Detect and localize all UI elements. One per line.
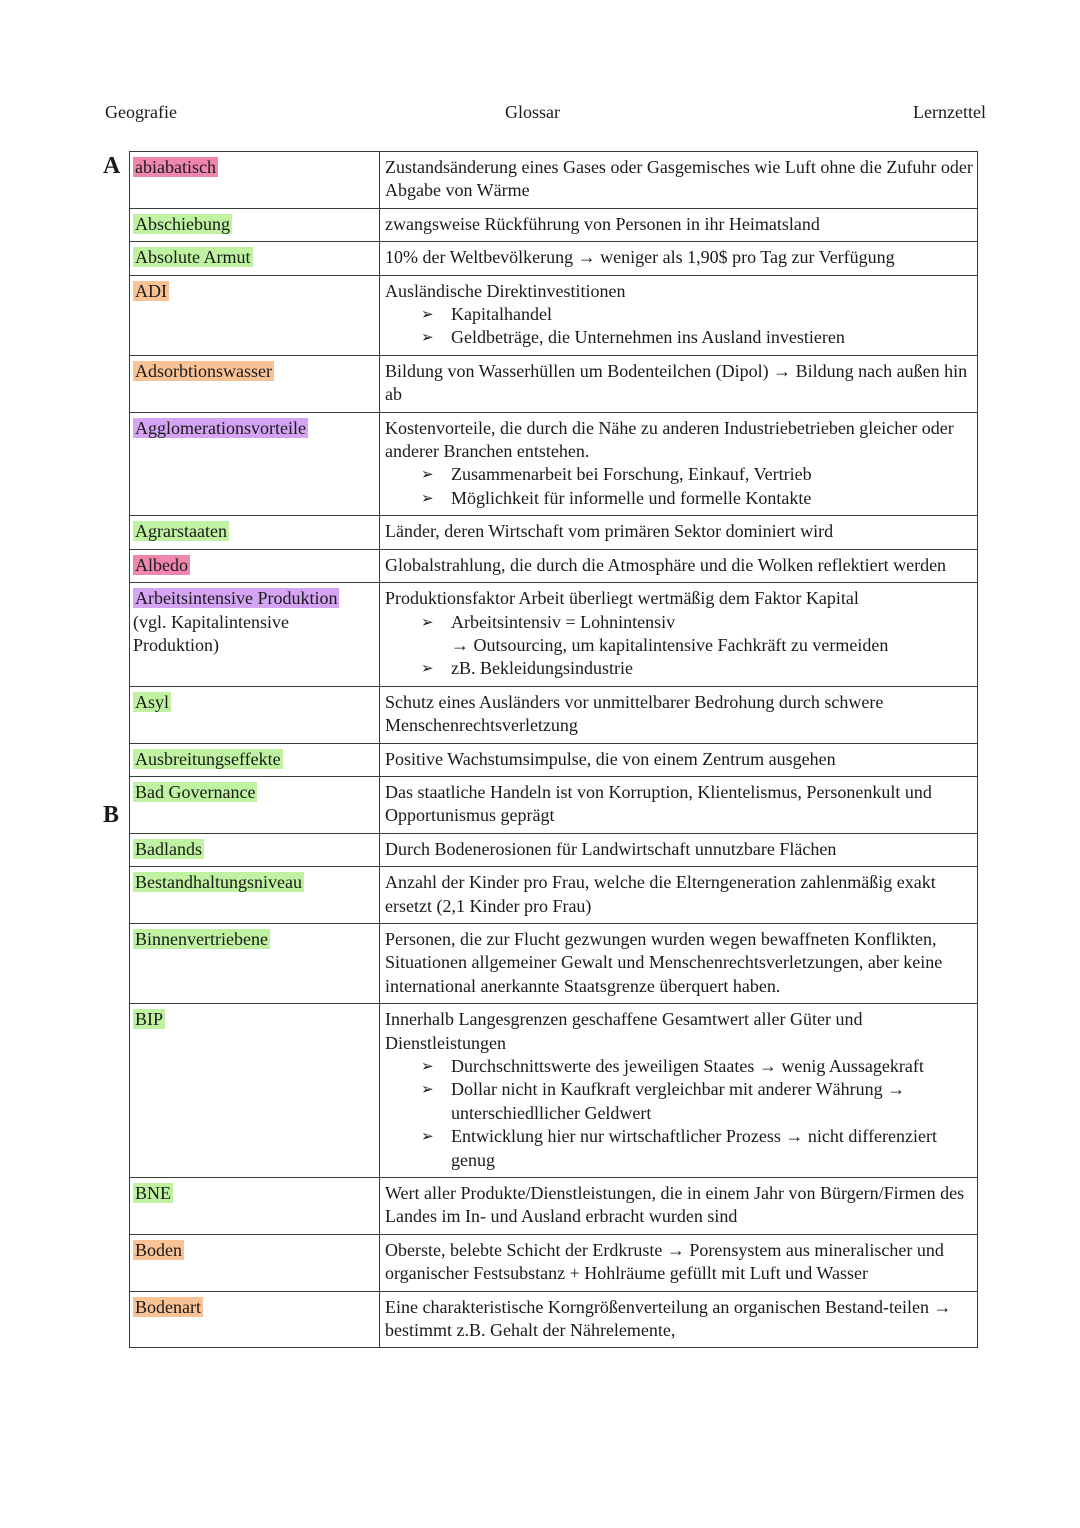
section-letter-b: B (103, 802, 120, 828)
definition: Oberste, belebte Schicht der Erdkruste → Porensystem aus mineralischer und organischer Festsubstanz + Hohlräume gefüllt mit Luft und Wasser (380, 1234, 978, 1291)
definition: Positive Wachstumsimpulse, die von einem Zentrum ausgehen (380, 743, 978, 776)
definition (380, 275, 978, 355)
definition: Schutz eines Ausländers vor unmittelbarer Bedrohung durch schwere Menschenrechtsverletzung (380, 686, 978, 743)
bullet-continuation: → Outsourcing, um kapitalintensive Fachkräft zu vermeiden (451, 634, 889, 655)
term: Albedo (135, 554, 188, 575)
term: Ausbreitungseffekte (135, 748, 281, 769)
term: abiabatisch (135, 157, 216, 177)
bullet-item: ➢ Dollar nicht in Kaufkraft vergleichbar mit anderer Währung → unterschiedllicher Geldwert (421, 1078, 973, 1125)
bullet-item: ➢ Arbeitsintensiv = Lohnintensiv (421, 611, 973, 634)
bullet-item: ➢ Durchschnittswerte des jeweiligen Staates → wenig Aussagekraft (421, 1055, 973, 1078)
term: Agrarstaaten (135, 521, 227, 542)
table-row (130, 242, 978, 275)
term: Adsorbtionswasser (135, 360, 272, 381)
term: Bad Governance (135, 781, 256, 802)
table-row (130, 1004, 978, 1178)
table-row (130, 355, 978, 412)
table-row (130, 743, 978, 776)
definition: Personen, die zur Flucht gezwungen wurden wegen bewaffneten Konflikten, Situationen allgemeiner Gewalt und Menschenrechtsverletzungen, aber keine international anerkannte Staatsgrenze überquert haben. (380, 923, 978, 1003)
table-row (130, 516, 978, 549)
term: ADI (135, 280, 167, 301)
definition-text: Kostenvorteile, die durch die Nähe zu anderen Industriebetrieben gleicher oder anderer Branchen entstehen. (385, 417, 954, 462)
table-row (130, 867, 978, 924)
header-title: Glossar (505, 102, 560, 122)
term: Abschiebung (135, 213, 230, 234)
bullet-item: ➢ Entwicklung hier nur wirtschaftlicher Prozess → nicht differenziert genug (421, 1125, 973, 1172)
table-row (130, 549, 978, 582)
definition: Länder, deren Wirtschaft vom primären Sektor dominiert wird (380, 516, 978, 549)
term: Arbeitsintensive Produktion (135, 588, 338, 609)
definition: Zustandsänderung eines Gases oder Gasgemisches wie Luft ohne die Zufuhr oder Abgabe von Wärme (380, 152, 978, 209)
glossary-table (129, 151, 978, 1348)
definition: zwangsweise Rückführung von Personen in ihr Heimatsland (380, 208, 978, 241)
definition: Bildung von Wasserhüllen um Bodenteilchen (Dipol) → Bildung nach außen hin ab (380, 355, 978, 412)
table-row (130, 776, 978, 833)
term: Bestandhaltungsniveau (135, 872, 302, 893)
definition: Wert aller Produkte/Dienstleistungen, die in einem Jahr von Bürgern/Firmen des Landes im In- und Ausland erbracht wurden sind (380, 1178, 978, 1235)
term-note: (vgl. Kapitalintensive Produktion) (133, 611, 289, 655)
bullet-item: ➢ Kapitalhandel (421, 303, 973, 326)
definition: Anzahl der Kinder pro Frau, welche die Elterngeneration zahlenmäßig exakt ersetzt (2,1 Kinder pro Frau) (380, 867, 978, 924)
table-row (130, 1291, 978, 1348)
table-row (130, 275, 978, 355)
definition: Das staatliche Handeln ist von Korruption, Klientelismus, Personenkult und Opportunismus geprägt (380, 776, 978, 833)
definition: Globalstrahlung, die durch die Atmosphäre und die Wolken reflektiert werden (380, 549, 978, 582)
bullet-item: ➢ Zusammenarbeit bei Forschung, Einkauf, Vertrieb (421, 463, 973, 486)
term: Bodenart (135, 1296, 201, 1317)
definition (380, 583, 978, 687)
page-header (105, 102, 986, 126)
term: Boden (135, 1239, 182, 1260)
table-row (130, 208, 978, 241)
term: Binnenvertriebene (135, 928, 268, 949)
definition: 10% der Weltbevölkerung → weniger als 1,90$ pro Tag zur Verfügung (380, 242, 978, 275)
bullet-item: ➢ Geldbeträge, die Unternehmen ins Ausland investieren (421, 326, 973, 349)
definition-text: Innerhalb Langesgrenzen geschaffene Gesamtwert aller Güter und Dienstleistungen (385, 1009, 863, 1053)
term: Asyl (135, 691, 170, 712)
definition-text: Ausländische Direktinvestitionen (385, 280, 626, 301)
table-row (130, 686, 978, 743)
table-row (130, 412, 978, 516)
term: BIP (135, 1009, 164, 1030)
term: Absolute Armut (135, 247, 251, 268)
table-row (130, 1178, 978, 1235)
header-type: Lernzettel (913, 102, 986, 122)
bullet-item: ➢ Möglichkeit für informelle und formelle Kontakte (421, 487, 973, 510)
term: Agglomerationsvorteile (135, 417, 306, 438)
term: Badlands (135, 838, 202, 859)
definition: Eine charakteristische Korngrößenverteilung an organischen Bestand-teilen → bestimmt z.B. Gehalt der Nährelemente, (380, 1291, 978, 1348)
table-row (130, 583, 978, 687)
table-row (130, 833, 978, 866)
term: BNE (135, 1183, 171, 1204)
table-row (130, 1234, 978, 1291)
definition (380, 412, 978, 516)
header-subject: Geografie (105, 102, 177, 122)
section-letter-a: A (103, 153, 121, 179)
definition: Durch Bodenerosionen für Landwirtschaft unnutzbare Flächen (380, 833, 978, 866)
definition (380, 1004, 978, 1178)
table-row (130, 923, 978, 1003)
definition-text: Produktionsfaktor Arbeit überliegt wertmäßig dem Faktor Kapital (385, 588, 859, 609)
table-row (130, 152, 978, 209)
bullet-item: ➢ zB. Bekleidungsindustrie (421, 657, 973, 680)
